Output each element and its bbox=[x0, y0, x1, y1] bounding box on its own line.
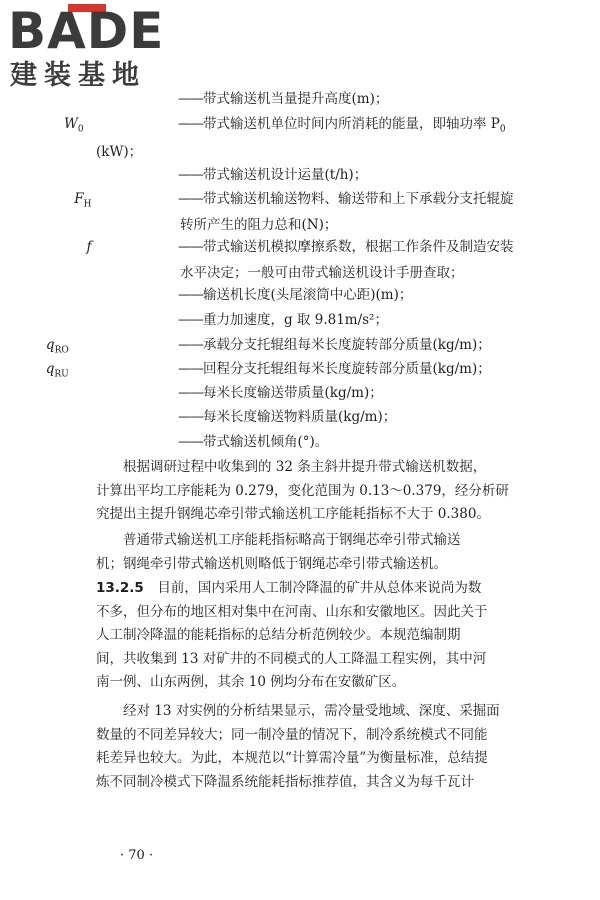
definition-dash: —— bbox=[178, 287, 203, 303]
text-line: 普通带式输送机工序能耗指标略高于钢绳芯牵引带式输送 bbox=[96, 532, 461, 548]
definition-dash: —— bbox=[178, 239, 203, 255]
text-line: 炼不同制冷模式下降温系统能耗指标推荐值，其含义为每千瓦计 bbox=[96, 773, 474, 790]
definition-text: 重力加速度，g 取 9.81m/s²； bbox=[203, 312, 388, 328]
definition-row bbox=[178, 311, 388, 329]
definition-row bbox=[178, 433, 328, 451]
definition-dash: —— bbox=[178, 191, 203, 207]
paragraph-13-2-5 bbox=[96, 577, 558, 695]
text-line: 根据调研过程中收集到的 32 条主斜井提升带式输送机数据， bbox=[96, 459, 487, 475]
definition-row bbox=[74, 190, 514, 210]
text-line: 机；钢绳牵引带式输送机则略低于钢绳芯牵引带式输送机。 bbox=[96, 555, 447, 572]
definition-row bbox=[178, 408, 396, 426]
page-number: · 70 · bbox=[120, 848, 154, 863]
definition-symbol: $q_{RO}$ bbox=[45, 337, 69, 356]
definition-row bbox=[178, 384, 383, 402]
definition-row bbox=[178, 166, 367, 184]
definition-text: 回程分支托辊组每米长度旋转部分质量(kg/m)； bbox=[203, 361, 491, 377]
text-line: 数量的不同差异较大；同一制冷量的情况下，制冷系统模式不同能 bbox=[96, 726, 488, 743]
section-number: 13.2.5 bbox=[96, 580, 144, 596]
logo-subtitle: 建装基地 bbox=[10, 60, 146, 91]
logo-brand: BADE bbox=[8, 2, 165, 60]
text-line: 人工制冷降温的能耗指标的总结分析范例较少。本规范编制期 bbox=[96, 627, 461, 643]
definition-dash: —— bbox=[178, 434, 203, 450]
text-line: 南一例、山东两例，其余 10 例均分布在安徽矿区。 bbox=[96, 674, 406, 690]
paragraph-cooling-analysis bbox=[96, 700, 558, 794]
definition-text: 带式输送机单位时间内所消耗的能量，即轴功率 P bbox=[203, 116, 500, 132]
definition-continuation: (kW)； bbox=[96, 144, 143, 160]
definition-dash: —— bbox=[178, 385, 203, 401]
definition-dash: —— bbox=[178, 409, 203, 425]
definition-text: 承载分支托辊组每米长度旋转部分质量(kg/m)； bbox=[203, 337, 491, 353]
definition-row bbox=[178, 286, 412, 304]
definition-row bbox=[178, 90, 388, 108]
definition-text: 带式输送机设计运量(t/h)； bbox=[203, 167, 368, 183]
definition-dash: —— bbox=[178, 361, 203, 377]
definition-symbol: f bbox=[86, 239, 92, 255]
text-line: 经对 13 对实例的分析结果显示，需冷量受地域、深度、采掘面 bbox=[96, 703, 500, 719]
definition-row bbox=[45, 360, 491, 380]
definition-symbol: $W_0$ bbox=[63, 116, 84, 135]
definition-dash: —— bbox=[178, 337, 203, 353]
definition-continuation: 转所产生的阻力总和(N)； bbox=[180, 217, 338, 233]
paragraph-energy-data bbox=[96, 456, 558, 527]
definition-text: 带式输送机当量提升高度(m)； bbox=[203, 91, 389, 107]
definition-text-sub: 0 bbox=[499, 124, 506, 135]
text-line: 间，共收集到 13 对矿井的不同模式的人工降温工程实例，其中河 bbox=[96, 650, 487, 667]
definition-dash: —— bbox=[178, 312, 203, 328]
definition-text: 带式输送机模拟摩擦系数，根据工作条件及制造安装 bbox=[203, 239, 514, 255]
definition-text: 每米长度输送带质量(kg/m)； bbox=[203, 385, 383, 401]
definition-dash: —— bbox=[178, 116, 203, 132]
definition-row bbox=[63, 115, 506, 139]
definition-dash: —— bbox=[178, 167, 203, 183]
bade-logo bbox=[8, 4, 178, 94]
definition-text: 每米长度输送物料质量(kg/m)； bbox=[203, 409, 397, 425]
paragraph-belt-comparison bbox=[96, 529, 558, 576]
text-line: 不多，但分布的地区相对集中在河南、山东和安徽地区。因此关于 bbox=[96, 603, 488, 620]
definition-continuation: 水平决定；一般可由带式输送机设计手册查取； bbox=[180, 265, 464, 281]
definition-row bbox=[45, 336, 491, 356]
definition-text: 带式输送机倾角(°)。 bbox=[203, 434, 329, 450]
text-line: 计算出平均工序能耗为 0.279，变化范围为 0.13～0.379，经分析研 bbox=[96, 482, 509, 499]
definition-symbol: $q_{RU}$ bbox=[45, 361, 69, 380]
definition-row bbox=[86, 238, 514, 256]
text-line: 13.2.5 目前，国内采用人工制冷降温的矿井从总体来说尚为数 bbox=[96, 580, 482, 596]
definition-symbol: $F_H$ bbox=[74, 191, 92, 210]
definition-dash: —— bbox=[178, 91, 203, 107]
text-line: 究提出主提升钢绳芯牵引带式输送机工序能耗指标不大于 0.380。 bbox=[96, 506, 490, 522]
text-line: 耗差异也较大。为此，本规范以“计算需冷量”为衡量标准，总结提 bbox=[96, 750, 488, 766]
definition-text: 输送机长度(头尾滚筒中心距)(m)； bbox=[203, 287, 413, 303]
definition-text: 带式输送机输送物料、输送带和上下承载分支托辊旋 bbox=[203, 191, 514, 207]
